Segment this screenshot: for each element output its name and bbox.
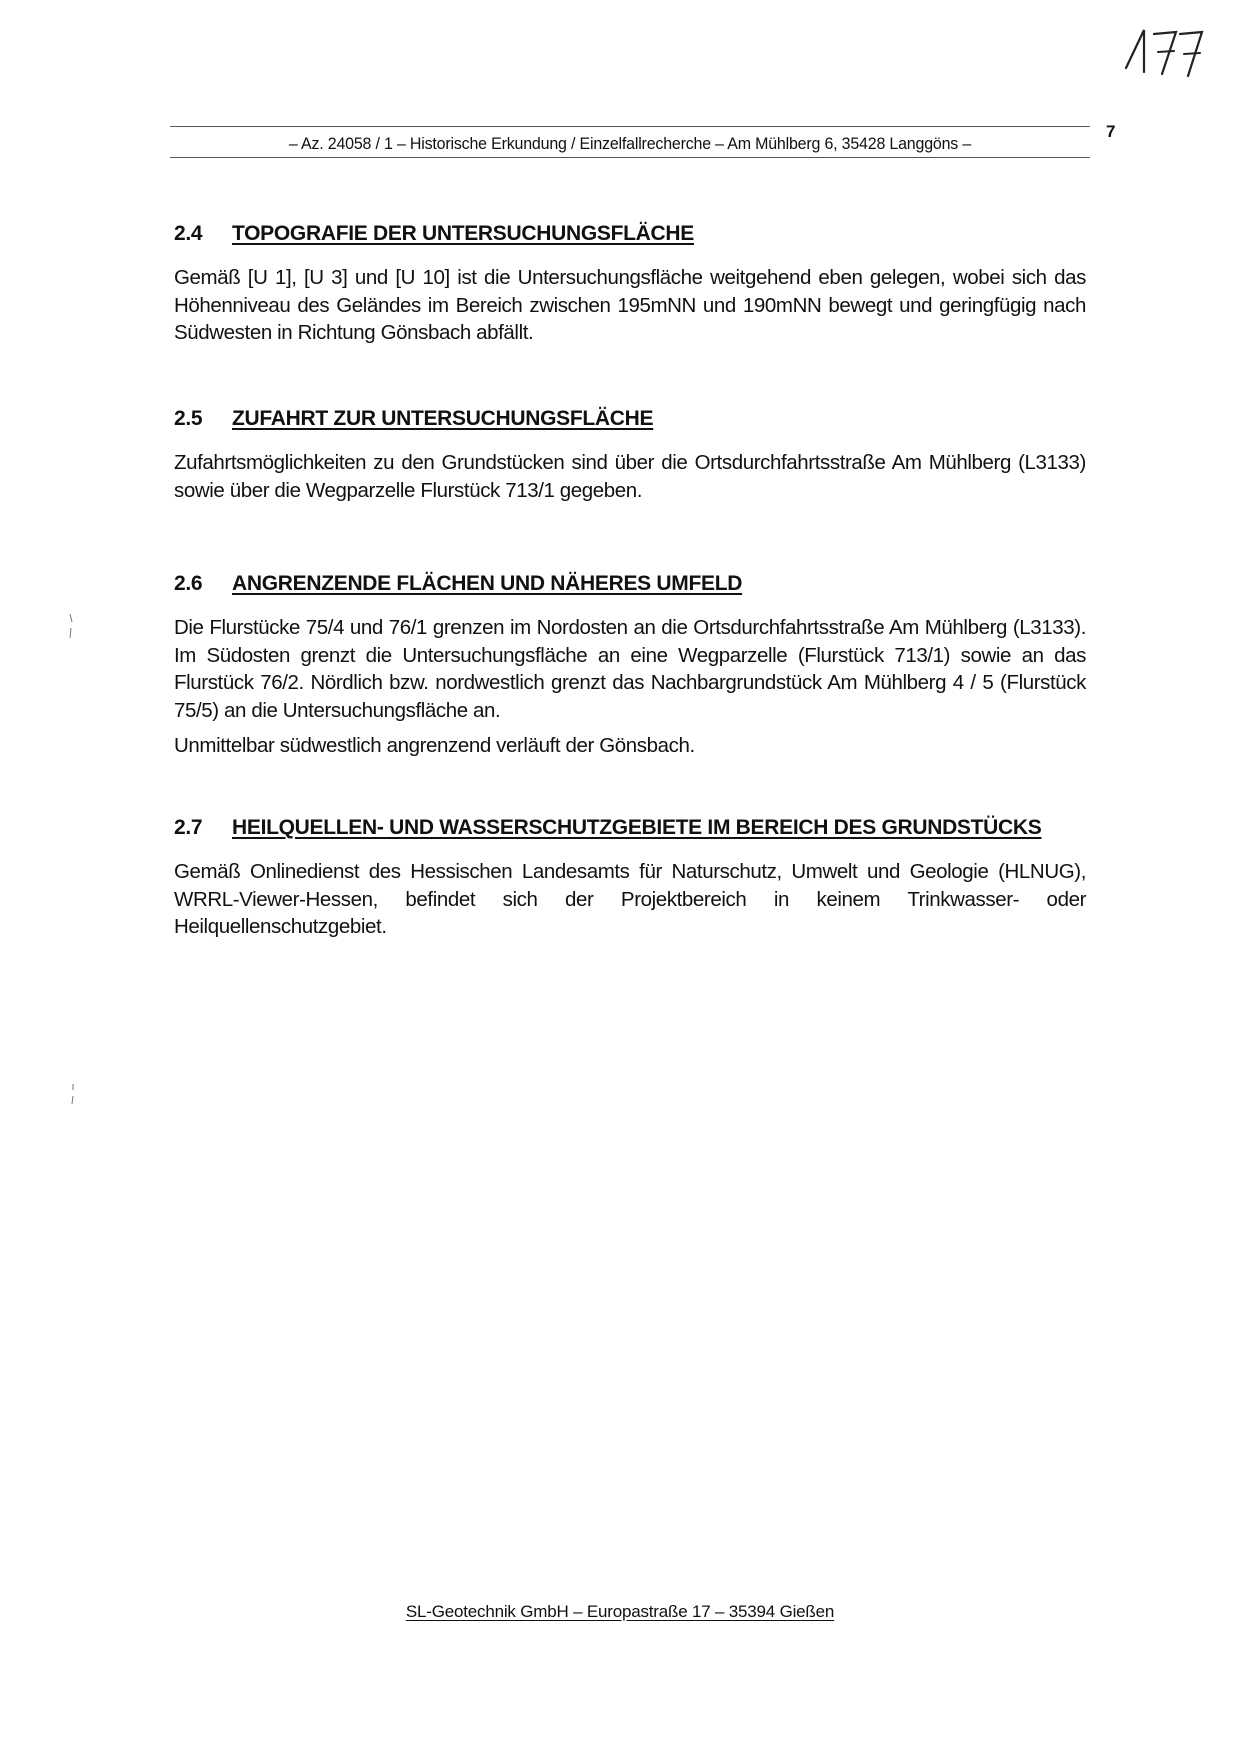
header-bottom-rule bbox=[170, 157, 1090, 158]
section-number: 2.5 bbox=[174, 407, 203, 430]
section-zufahrt bbox=[174, 407, 1086, 512]
section-title: ANGRENZENDE FLÄCHEN UND NÄHERES UMFELD bbox=[232, 572, 743, 595]
page-header bbox=[170, 126, 1090, 160]
section-heading bbox=[174, 407, 1086, 431]
section-heading bbox=[174, 572, 1086, 596]
section-number: 2.7 bbox=[174, 816, 203, 839]
section-topografie bbox=[174, 222, 1086, 355]
scan-margin-mark bbox=[70, 1082, 76, 1108]
paragraph: Unmittelbar südwestlich angrenzend verläuft der Gönsbach. bbox=[174, 734, 695, 757]
paragraph: Gemäß [U 1], [U 3] und [U 10] ist die Untersuchungsfläche weitgehend eben gelegen, wobei sich das Höhenniveau des Geländes im Bereich zwischen 195mNN und 190mNN bewegt und geringfügig nach Südwesten in Richtung Gönsbach abfällt. bbox=[174, 266, 1086, 344]
section-heading bbox=[174, 816, 1086, 840]
page-footer: SL-Geotechnik GmbH – Europastraße 17 – 35394 Gießen bbox=[405, 1602, 835, 1621]
handwritten-page-number bbox=[1118, 22, 1208, 82]
section-angrenzende-flaechen bbox=[174, 572, 1086, 768]
section-number: 2.4 bbox=[174, 222, 203, 245]
paragraph: Die Flurstücke 75/4 und 76/1 grenzen im Nordosten an die Ortsdurchfahrtsstraße Am Mühlberg (L3133). Im Südosten grenzt die Untersuchungsfläche an eine Wegparzelle (Flurstück 713/1) sowie an das Flurstück 76/2. Nördlich bzw. nordwestlich grenzt das Nachbargrundstück Am Mühlberg 4 / 5 (Flurstück 75/5) an die Untersuchungsfläche an. bbox=[174, 616, 1086, 722]
section-title: ZUFAHRT ZUR UNTERSUCHUNGSFLÄCHE bbox=[232, 407, 654, 430]
section-number: 2.6 bbox=[174, 572, 203, 595]
section-title: HEILQUELLEN- UND WASSERSCHUTZGEBIETE IM BEREICH DES GRUNDSTÜCKS bbox=[232, 816, 1042, 839]
page-number: 7 bbox=[1106, 122, 1116, 141]
paragraph: Gemäß Onlinedienst des Hessischen Landesamts für Naturschutz, Umwelt und Geologie (HLNUG), WRRL-Viewer-Hessen, befindet sich der Projektbereich in keinem Trinkwasser- oder Heilquellenschutzgebiet. bbox=[174, 860, 1086, 938]
handwritten-number-drawing bbox=[1118, 22, 1208, 82]
section-wasserschutzgebiete bbox=[174, 816, 1086, 949]
section-heading bbox=[174, 222, 1086, 246]
header-reference: – Az. 24058 / 1 – Historische Erkundung / Einzelfallrecherche – Am Mühlberg 6, 35428 Langgöns – bbox=[288, 134, 972, 153]
scan-margin-mark bbox=[68, 612, 74, 642]
paragraph: Zufahrtsmöglichkeiten zu den Grundstücken sind über die Ortsdurchfahrtsstraße Am Mühlberg (L3133) sowie über die Wegparzelle Flurstück 713/1 gegeben. bbox=[174, 451, 1086, 502]
header-top-rule bbox=[170, 126, 1090, 127]
section-title: TOPOGRAFIE DER UNTERSUCHUNGSFLÄCHE bbox=[232, 222, 694, 245]
